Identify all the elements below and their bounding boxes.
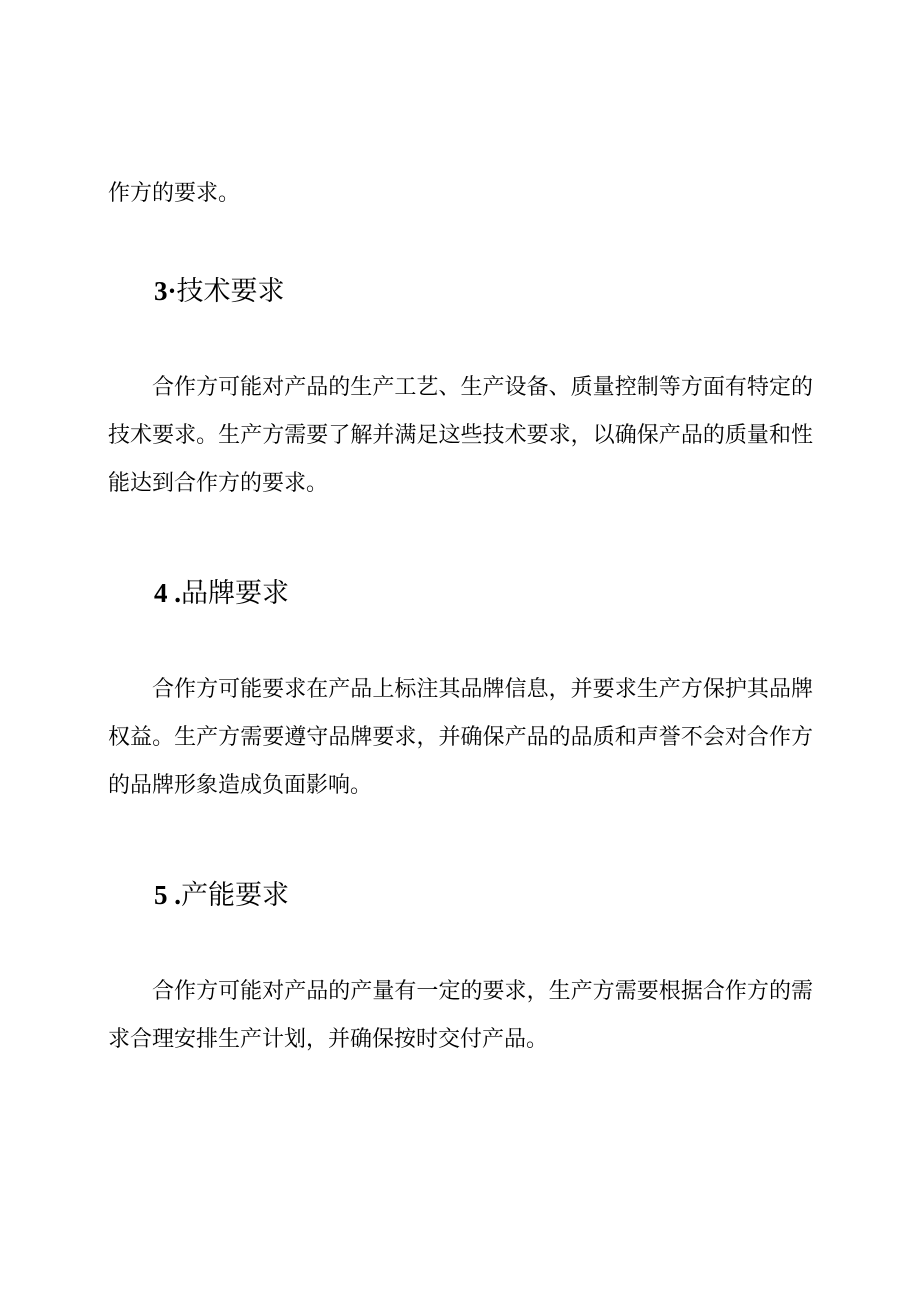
section-heading-5 xyxy=(154,877,289,914)
section-body-4: 合作方可能要求在产品上标注其品牌信息，并要求生产方保护其品牌权益。生产方需要遵守品牌要求，并确保产品的品质和声誉不会对合作方的品牌形象造成负面影响。 xyxy=(108,677,813,798)
continuation-paragraph: 作方的要求。 xyxy=(108,181,241,206)
section-heading-4 xyxy=(154,575,289,612)
section-body-5: 合作方可能对产品的产量有一定的要求，生产方需要根据合作方的需求合理安排生产计划，并确保按时交付产品。 xyxy=(108,979,813,1052)
section-title: 品牌要求 xyxy=(181,578,289,609)
section-title: 产能要求 xyxy=(181,880,289,911)
section-heading-3 xyxy=(154,273,285,310)
section-body-3: 合作方可能对产品的生产工艺、生产设备、质量控制等方面有特定的技术要求。生产方需要了解并满足这些技术要求，以确保产品的质量和性能达到合作方的要求。 xyxy=(108,375,813,496)
section-number: 5 . xyxy=(154,880,181,910)
section-title: 技术要求 xyxy=(176,276,285,307)
section-number: 4 . xyxy=(154,578,181,608)
section-number: 3· xyxy=(154,276,177,306)
